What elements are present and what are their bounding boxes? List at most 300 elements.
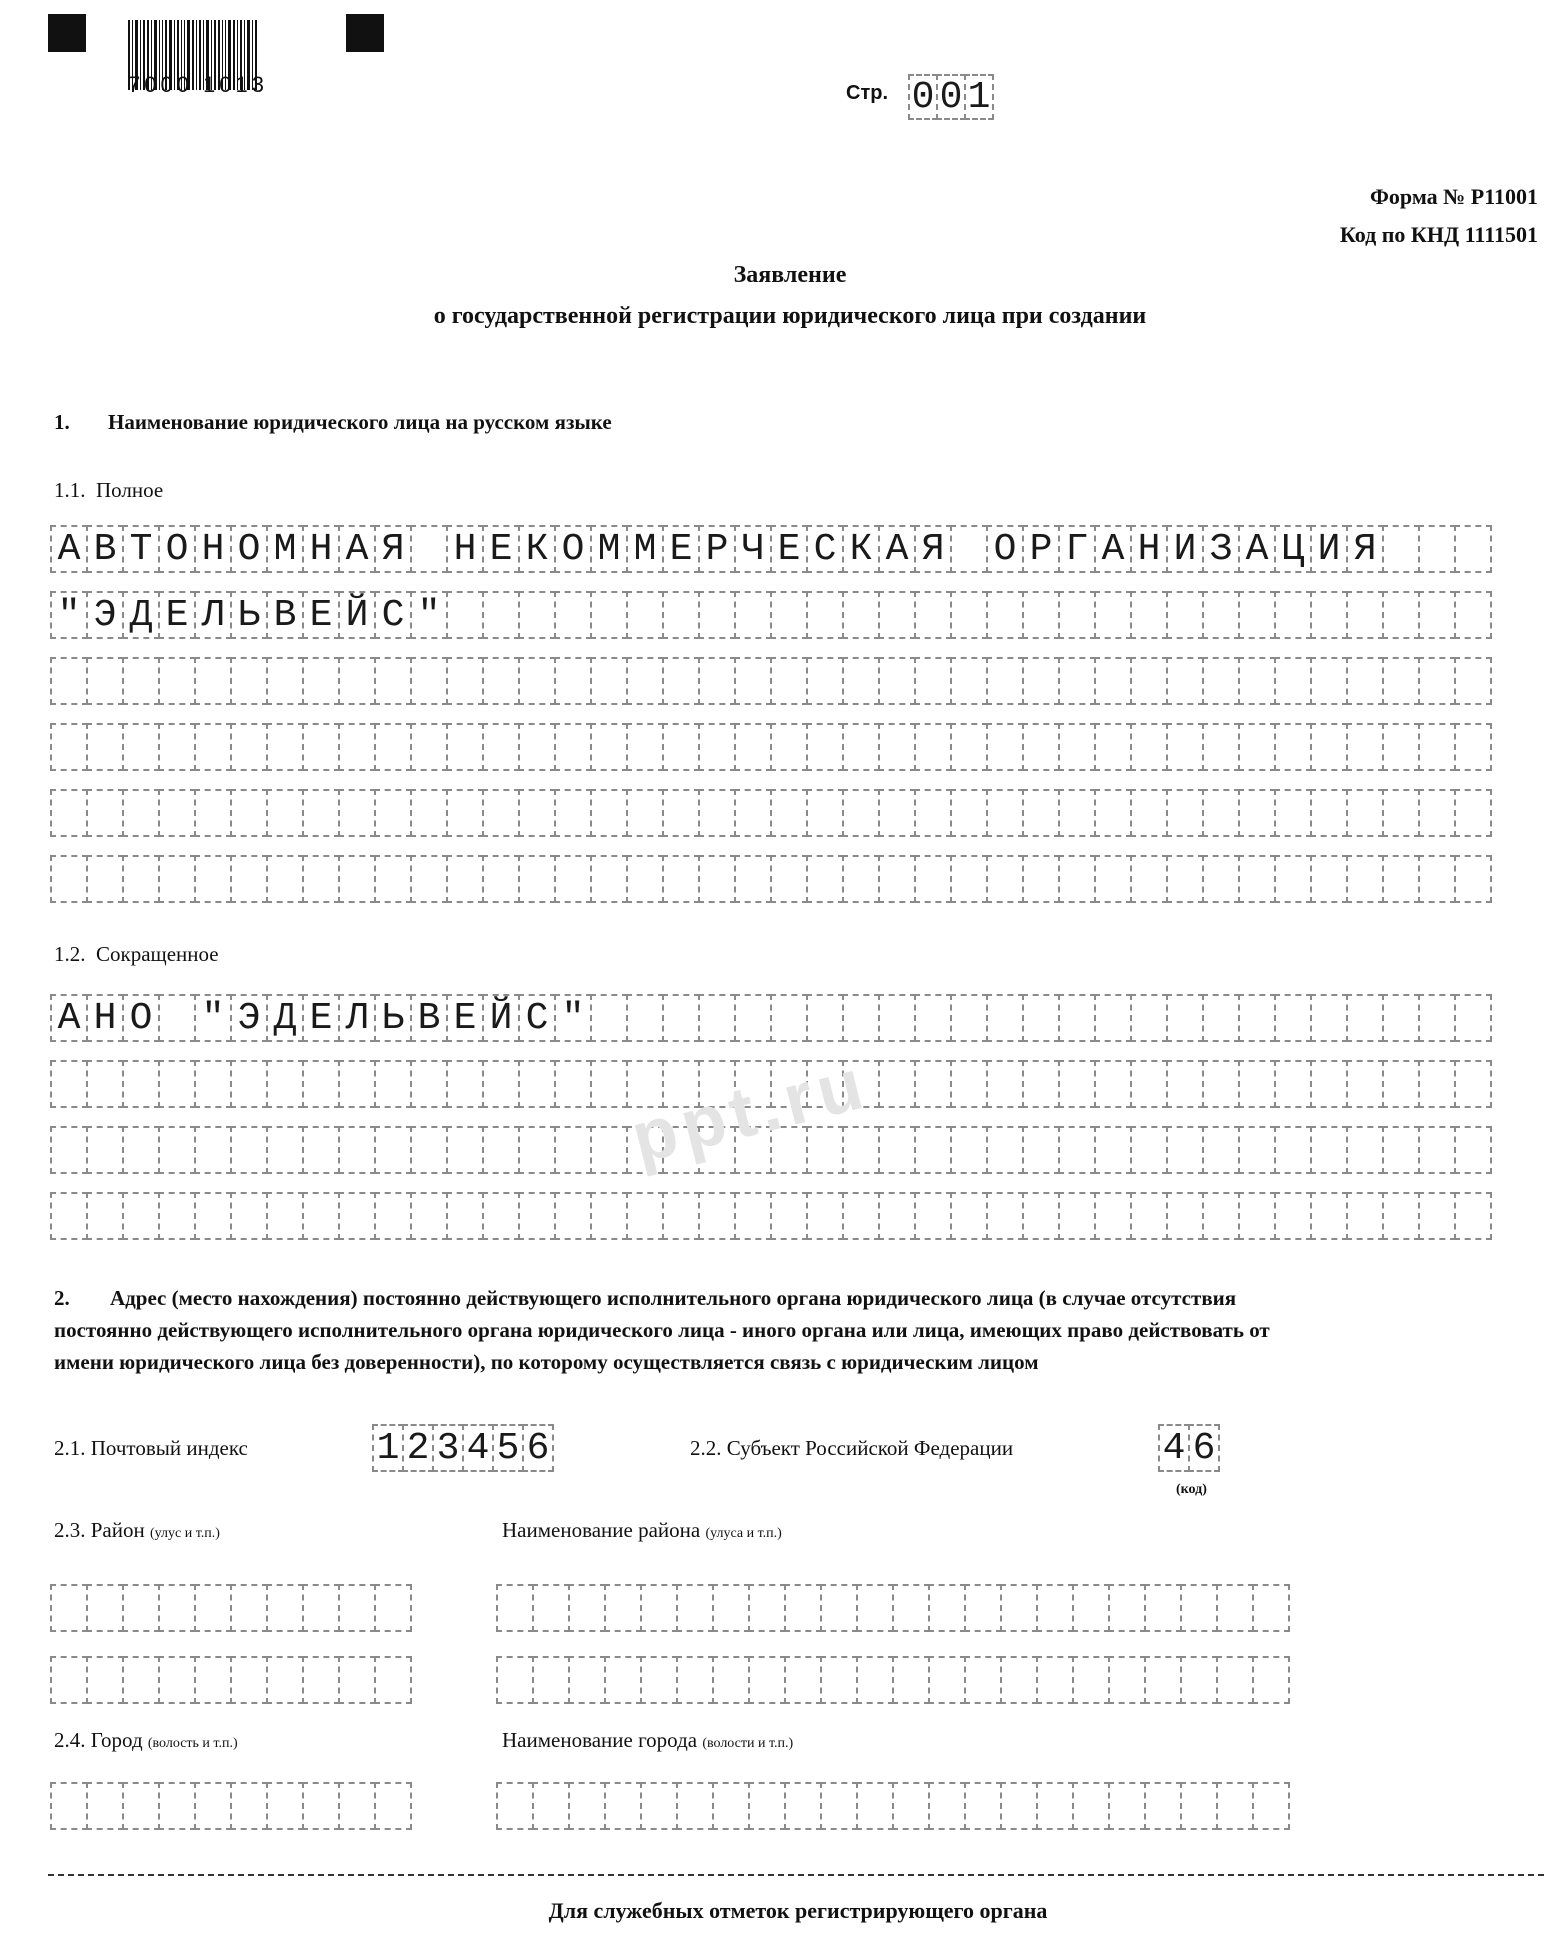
input-cell[interactable] <box>1238 1126 1276 1174</box>
input-cell[interactable] <box>1058 591 1096 639</box>
input-cell[interactable] <box>734 1192 772 1240</box>
input-cell[interactable]: Л <box>194 591 232 639</box>
input-cell[interactable] <box>950 525 988 573</box>
input-cell[interactable] <box>50 855 88 903</box>
input-cell[interactable] <box>806 591 844 639</box>
input-cell[interactable] <box>892 1656 930 1704</box>
input-cell[interactable] <box>986 1060 1024 1108</box>
input-cell[interactable] <box>122 1060 160 1108</box>
input-cell[interactable] <box>914 789 952 837</box>
input-cell[interactable]: З <box>1202 525 1240 573</box>
input-cell[interactable] <box>266 723 304 771</box>
input-cell[interactable] <box>986 855 1024 903</box>
input-cell[interactable] <box>1310 1192 1348 1240</box>
input-cell[interactable] <box>122 1126 160 1174</box>
input-cell[interactable] <box>1310 789 1348 837</box>
district-type-row-1[interactable] <box>50 1584 412 1632</box>
input-cell[interactable] <box>712 1782 750 1830</box>
input-cell[interactable] <box>640 1656 678 1704</box>
input-cell[interactable] <box>1202 1060 1240 1108</box>
input-cell[interactable] <box>1058 1192 1096 1240</box>
input-cell[interactable] <box>662 657 700 705</box>
input-cell[interactable] <box>338 1126 376 1174</box>
input-cell[interactable] <box>158 1656 196 1704</box>
input-cell[interactable] <box>770 591 808 639</box>
input-cell[interactable] <box>1454 855 1492 903</box>
input-cell[interactable]: О <box>554 525 592 573</box>
input-cell[interactable] <box>1022 1126 1060 1174</box>
input-cell[interactable] <box>302 1192 340 1240</box>
input-cell[interactable]: Д <box>266 994 304 1042</box>
input-cell[interactable] <box>1180 1584 1218 1632</box>
input-cell[interactable] <box>554 789 592 837</box>
input-cell[interactable] <box>122 855 160 903</box>
input-cell[interactable] <box>1166 1126 1204 1174</box>
input-cell[interactable] <box>928 1584 966 1632</box>
input-cell[interactable] <box>842 657 880 705</box>
full-name-row-2[interactable] <box>50 591 1492 639</box>
input-cell[interactable] <box>950 789 988 837</box>
input-cell[interactable] <box>50 1584 88 1632</box>
input-cell[interactable]: " <box>194 994 232 1042</box>
input-cell[interactable] <box>158 789 196 837</box>
input-cell[interactable] <box>50 1126 88 1174</box>
input-cell[interactable] <box>1238 723 1276 771</box>
input-cell[interactable] <box>1418 1060 1456 1108</box>
input-cell[interactable]: С <box>518 994 556 1042</box>
input-cell[interactable] <box>1418 1126 1456 1174</box>
input-cell[interactable] <box>748 1656 786 1704</box>
input-cell[interactable] <box>1058 1060 1096 1108</box>
input-cell[interactable] <box>50 1656 88 1704</box>
input-cell[interactable] <box>986 1126 1024 1174</box>
input-cell[interactable] <box>122 1584 160 1632</box>
input-cell[interactable] <box>950 591 988 639</box>
input-cell[interactable] <box>518 1192 556 1240</box>
input-cell[interactable] <box>1310 723 1348 771</box>
input-cell[interactable] <box>1000 1656 1038 1704</box>
input-cell[interactable] <box>1022 1060 1060 1108</box>
input-cell[interactable] <box>842 591 880 639</box>
input-cell[interactable] <box>604 1782 642 1830</box>
input-cell[interactable]: А <box>338 525 376 573</box>
input-cell[interactable] <box>122 789 160 837</box>
input-cell[interactable] <box>338 1192 376 1240</box>
input-cell[interactable] <box>1310 591 1348 639</box>
input-cell[interactable] <box>338 1656 376 1704</box>
input-cell[interactable] <box>266 1060 304 1108</box>
input-cell[interactable] <box>1382 1126 1420 1174</box>
input-cell[interactable] <box>878 1060 916 1108</box>
input-cell[interactable] <box>1022 723 1060 771</box>
input-cell[interactable] <box>194 789 232 837</box>
input-cell[interactable] <box>158 1126 196 1174</box>
input-cell[interactable] <box>878 1192 916 1240</box>
input-cell[interactable] <box>86 723 124 771</box>
input-cell[interactable] <box>1180 1656 1218 1704</box>
input-cell[interactable] <box>1454 1126 1492 1174</box>
input-cell[interactable] <box>676 1782 714 1830</box>
input-cell[interactable] <box>1180 1782 1218 1830</box>
input-cell[interactable] <box>1216 1656 1254 1704</box>
input-cell[interactable] <box>1454 789 1492 837</box>
input-cell[interactable] <box>1238 657 1276 705</box>
input-cell[interactable] <box>878 1126 916 1174</box>
input-cell[interactable] <box>806 1192 844 1240</box>
input-cell[interactable] <box>842 723 880 771</box>
input-cell[interactable] <box>410 1126 448 1174</box>
input-cell[interactable] <box>626 723 664 771</box>
input-cell[interactable] <box>410 525 448 573</box>
input-cell[interactable]: В <box>410 994 448 1042</box>
input-cell[interactable] <box>1202 855 1240 903</box>
input-cell[interactable] <box>1346 1060 1384 1108</box>
input-cell[interactable]: О <box>986 525 1024 573</box>
input-cell[interactable] <box>1022 855 1060 903</box>
input-cell[interactable] <box>698 789 736 837</box>
input-cell[interactable] <box>914 1060 952 1108</box>
input-cell[interactable] <box>1166 789 1204 837</box>
input-cell[interactable] <box>374 723 412 771</box>
input-cell[interactable] <box>1202 657 1240 705</box>
input-cell[interactable] <box>856 1656 894 1704</box>
short-name-row-4[interactable] <box>50 1192 1492 1240</box>
input-cell[interactable]: Е <box>158 591 196 639</box>
input-cell[interactable] <box>230 1584 268 1632</box>
input-cell[interactable] <box>374 855 412 903</box>
input-cell[interactable] <box>784 1584 822 1632</box>
input-cell[interactable] <box>1144 1782 1182 1830</box>
input-cell[interactable] <box>770 1192 808 1240</box>
input-cell[interactable]: 4 <box>462 1424 494 1472</box>
input-cell[interactable] <box>1274 723 1312 771</box>
input-cell[interactable] <box>1454 1192 1492 1240</box>
input-cell[interactable] <box>518 657 556 705</box>
input-cell[interactable] <box>590 855 628 903</box>
input-cell[interactable] <box>914 994 952 1042</box>
input-cell[interactable] <box>1346 1192 1384 1240</box>
input-cell[interactable]: М <box>266 525 304 573</box>
input-cell[interactable] <box>1166 1060 1204 1108</box>
input-cell[interactable] <box>266 657 304 705</box>
input-cell[interactable] <box>1382 657 1420 705</box>
input-cell[interactable] <box>194 1656 232 1704</box>
input-cell[interactable] <box>518 789 556 837</box>
input-cell[interactable] <box>230 789 268 837</box>
input-cell[interactable] <box>986 1192 1024 1240</box>
input-cell[interactable] <box>568 1584 606 1632</box>
input-cell[interactable] <box>676 1584 714 1632</box>
input-cell[interactable] <box>1382 994 1420 1042</box>
input-cell[interactable] <box>1310 994 1348 1042</box>
input-cell[interactable] <box>1094 994 1132 1042</box>
input-cell[interactable]: А <box>878 525 916 573</box>
input-cell[interactable] <box>374 1656 412 1704</box>
input-cell[interactable] <box>374 1782 412 1830</box>
short-name-row-1[interactable] <box>50 994 1492 1042</box>
input-cell[interactable] <box>1274 789 1312 837</box>
input-cell[interactable] <box>482 1126 520 1174</box>
input-cell[interactable] <box>302 789 340 837</box>
input-cell[interactable] <box>230 657 268 705</box>
input-cell[interactable]: " <box>50 591 88 639</box>
input-cell[interactable] <box>86 1060 124 1108</box>
input-cell[interactable] <box>892 1584 930 1632</box>
input-cell[interactable] <box>1202 723 1240 771</box>
input-cell[interactable] <box>1252 1584 1290 1632</box>
input-cell[interactable] <box>194 855 232 903</box>
input-cell[interactable] <box>496 1656 534 1704</box>
input-cell[interactable] <box>568 1782 606 1830</box>
input-cell[interactable] <box>532 1584 570 1632</box>
input-cell[interactable]: И <box>1166 525 1204 573</box>
input-cell[interactable] <box>1310 657 1348 705</box>
input-cell[interactable]: О <box>122 994 160 1042</box>
input-cell[interactable]: 3 <box>432 1424 464 1472</box>
input-cell[interactable] <box>410 1192 448 1240</box>
input-cell[interactable] <box>86 1126 124 1174</box>
input-cell[interactable] <box>230 1782 268 1830</box>
input-cell[interactable] <box>878 657 916 705</box>
input-cell[interactable] <box>158 657 196 705</box>
input-cell[interactable] <box>446 723 484 771</box>
district-type-row-2[interactable] <box>50 1656 412 1704</box>
input-cell[interactable] <box>1094 1192 1132 1240</box>
input-cell[interactable] <box>302 657 340 705</box>
input-cell[interactable] <box>784 1782 822 1830</box>
input-cell[interactable] <box>86 657 124 705</box>
input-cell[interactable]: Э <box>86 591 124 639</box>
input-cell[interactable] <box>698 723 736 771</box>
input-cell[interactable] <box>496 1584 534 1632</box>
input-cell[interactable] <box>532 1782 570 1830</box>
input-cell[interactable] <box>604 1656 642 1704</box>
input-cell[interactable] <box>986 994 1024 1042</box>
input-cell[interactable] <box>1166 994 1204 1042</box>
input-cell[interactable]: Я <box>374 525 412 573</box>
input-cell[interactable] <box>626 657 664 705</box>
input-cell[interactable] <box>266 1126 304 1174</box>
input-cell[interactable] <box>1094 1126 1132 1174</box>
input-cell[interactable] <box>1202 591 1240 639</box>
input-cell[interactable]: Ц <box>1274 525 1312 573</box>
input-cell[interactable] <box>122 1192 160 1240</box>
input-cell[interactable] <box>230 1060 268 1108</box>
input-cell[interactable]: Г <box>1058 525 1096 573</box>
input-cell[interactable] <box>1130 723 1168 771</box>
input-cell[interactable]: Е <box>446 994 484 1042</box>
input-cell[interactable] <box>230 1192 268 1240</box>
input-cell[interactable]: Е <box>302 591 340 639</box>
input-cell[interactable] <box>842 789 880 837</box>
input-cell[interactable] <box>928 1656 966 1704</box>
input-cell[interactable] <box>1346 591 1384 639</box>
input-cell[interactable] <box>158 1192 196 1240</box>
input-cell[interactable] <box>662 789 700 837</box>
input-cell[interactable] <box>122 657 160 705</box>
input-cell[interactable] <box>1130 1192 1168 1240</box>
input-cell[interactable] <box>1454 657 1492 705</box>
input-cell[interactable] <box>698 994 736 1042</box>
input-cell[interactable] <box>1202 994 1240 1042</box>
input-cell[interactable] <box>1274 994 1312 1042</box>
input-cell[interactable] <box>554 1192 592 1240</box>
input-cell[interactable] <box>1274 1126 1312 1174</box>
input-cell[interactable] <box>640 1584 678 1632</box>
input-cell[interactable] <box>1094 657 1132 705</box>
input-cell[interactable]: Е <box>302 994 340 1042</box>
input-cell[interactable]: Д <box>122 591 160 639</box>
input-cell[interactable] <box>518 855 556 903</box>
input-cell[interactable] <box>1144 1584 1182 1632</box>
input-cell[interactable] <box>122 1656 160 1704</box>
input-cell[interactable] <box>1454 723 1492 771</box>
input-cell[interactable]: 0 <box>936 74 966 120</box>
input-cell[interactable] <box>554 855 592 903</box>
input-cell[interactable] <box>374 789 412 837</box>
input-cell[interactable] <box>1418 994 1456 1042</box>
input-cell[interactable] <box>748 1584 786 1632</box>
input-cell[interactable] <box>86 855 124 903</box>
input-cell[interactable] <box>1382 723 1420 771</box>
input-cell[interactable] <box>194 1782 232 1830</box>
input-cell[interactable] <box>446 1060 484 1108</box>
input-cell[interactable] <box>1274 657 1312 705</box>
input-cell[interactable] <box>1382 1060 1420 1108</box>
input-cell[interactable] <box>734 591 772 639</box>
input-cell[interactable]: Й <box>482 994 520 1042</box>
input-cell[interactable] <box>590 789 628 837</box>
input-cell[interactable] <box>122 1782 160 1830</box>
input-cell[interactable] <box>770 657 808 705</box>
input-cell[interactable]: 2 <box>402 1424 434 1472</box>
input-cell[interactable] <box>482 657 520 705</box>
input-cell[interactable] <box>748 1782 786 1830</box>
full-name-row-6[interactable] <box>50 855 1492 903</box>
input-cell[interactable] <box>302 1656 340 1704</box>
input-cell[interactable]: Е <box>662 525 700 573</box>
input-cell[interactable] <box>410 855 448 903</box>
input-cell[interactable]: А <box>50 994 88 1042</box>
input-cell[interactable] <box>554 1126 592 1174</box>
input-cell[interactable] <box>662 994 700 1042</box>
input-cell[interactable]: Е <box>482 525 520 573</box>
input-cell[interactable] <box>1346 994 1384 1042</box>
input-cell[interactable]: О <box>158 525 196 573</box>
input-cell[interactable] <box>266 789 304 837</box>
input-cell[interactable] <box>374 1126 412 1174</box>
input-cell[interactable] <box>338 1584 376 1632</box>
input-cell[interactable] <box>1130 657 1168 705</box>
input-cell[interactable] <box>806 657 844 705</box>
input-cell[interactable]: Е <box>770 525 808 573</box>
input-cell[interactable] <box>662 855 700 903</box>
input-cell[interactable] <box>1000 1782 1038 1830</box>
input-cell[interactable]: Я <box>1346 525 1384 573</box>
input-cell[interactable]: Ч <box>734 525 772 573</box>
input-cell[interactable] <box>964 1584 1002 1632</box>
input-cell[interactable] <box>856 1584 894 1632</box>
input-cell[interactable] <box>1130 994 1168 1042</box>
input-cell[interactable] <box>986 789 1024 837</box>
input-cell[interactable] <box>784 1656 822 1704</box>
input-cell[interactable] <box>820 1656 858 1704</box>
input-cell[interactable]: Ь <box>230 591 268 639</box>
full-name-row-5[interactable] <box>50 789 1492 837</box>
input-cell[interactable] <box>158 855 196 903</box>
input-cell[interactable] <box>1058 1126 1096 1174</box>
input-cell[interactable] <box>1382 789 1420 837</box>
input-cell[interactable] <box>1238 789 1276 837</box>
input-cell[interactable] <box>590 591 628 639</box>
input-cell[interactable] <box>194 1060 232 1108</box>
input-cell[interactable] <box>482 723 520 771</box>
input-cell[interactable] <box>338 1782 376 1830</box>
input-cell[interactable] <box>950 723 988 771</box>
input-cell[interactable]: Й <box>338 591 376 639</box>
district-name-row-2[interactable] <box>496 1656 1290 1704</box>
input-cell[interactable]: Н <box>446 525 484 573</box>
input-cell[interactable] <box>676 1656 714 1704</box>
input-cell[interactable] <box>1202 1126 1240 1174</box>
input-cell[interactable] <box>1454 1060 1492 1108</box>
input-cell[interactable] <box>1238 1192 1276 1240</box>
input-cell[interactable] <box>1072 1656 1110 1704</box>
input-cell[interactable] <box>338 1060 376 1108</box>
input-cell[interactable] <box>842 1126 880 1174</box>
input-cell[interactable] <box>1058 723 1096 771</box>
full-name-row-3[interactable] <box>50 657 1492 705</box>
input-cell[interactable] <box>302 1060 340 1108</box>
input-cell[interactable] <box>446 855 484 903</box>
input-cell[interactable] <box>1418 591 1456 639</box>
input-cell[interactable] <box>518 591 556 639</box>
input-cell[interactable] <box>1022 994 1060 1042</box>
postal-index-cells[interactable] <box>372 1424 554 1472</box>
input-cell[interactable] <box>122 723 160 771</box>
input-cell[interactable] <box>518 1126 556 1174</box>
input-cell[interactable] <box>410 789 448 837</box>
input-cell[interactable] <box>446 789 484 837</box>
input-cell[interactable] <box>50 1192 88 1240</box>
input-cell[interactable] <box>806 855 844 903</box>
input-cell[interactable]: " <box>410 591 448 639</box>
input-cell[interactable] <box>158 994 196 1042</box>
input-cell[interactable] <box>712 1656 750 1704</box>
input-cell[interactable] <box>1382 1192 1420 1240</box>
input-cell[interactable]: Р <box>698 525 736 573</box>
input-cell[interactable] <box>338 657 376 705</box>
input-cell[interactable] <box>482 1192 520 1240</box>
input-cell[interactable] <box>1418 723 1456 771</box>
input-cell[interactable] <box>496 1782 534 1830</box>
input-cell[interactable] <box>1166 591 1204 639</box>
input-cell[interactable] <box>964 1656 1002 1704</box>
input-cell[interactable] <box>374 657 412 705</box>
input-cell[interactable]: 0 <box>908 74 938 120</box>
subject-code-cells[interactable] <box>1158 1424 1220 1472</box>
input-cell[interactable] <box>1238 1060 1276 1108</box>
input-cell[interactable] <box>266 1584 304 1632</box>
input-cell[interactable] <box>734 789 772 837</box>
full-name-row-1[interactable] <box>50 525 1492 573</box>
input-cell[interactable] <box>1418 1192 1456 1240</box>
input-cell[interactable]: Н <box>194 525 232 573</box>
input-cell[interactable] <box>1274 1192 1312 1240</box>
input-cell[interactable] <box>446 657 484 705</box>
input-cell[interactable] <box>950 1192 988 1240</box>
input-cell[interactable] <box>950 994 988 1042</box>
